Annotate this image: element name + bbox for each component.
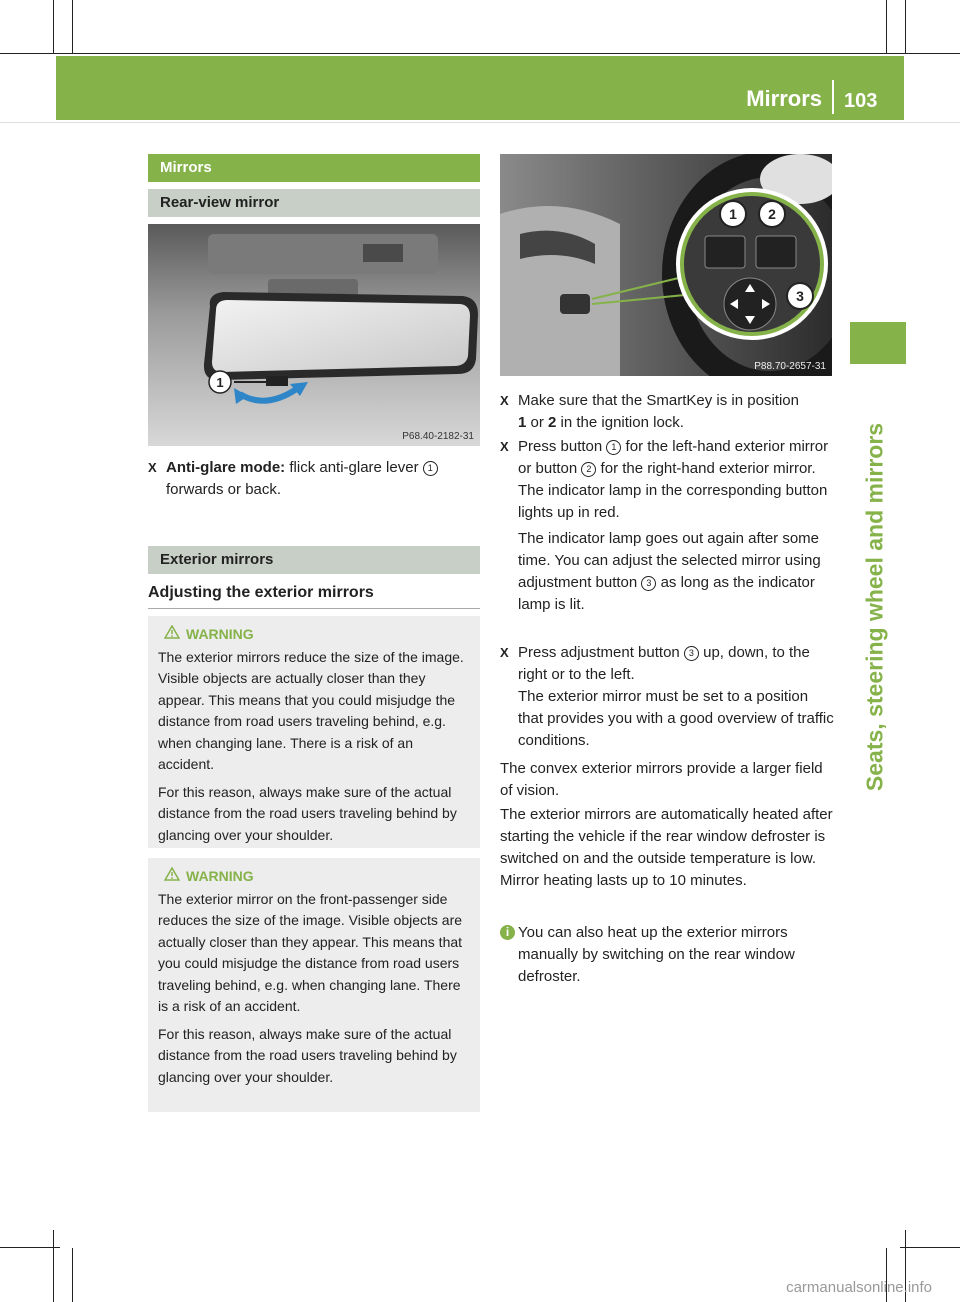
side-tab-label: Seats, steering wheel and mirrors <box>861 422 888 792</box>
rear-view-mirror-photo <box>148 224 480 446</box>
crop-mark <box>886 0 887 53</box>
door-panel-illustration <box>500 154 832 376</box>
rear-view-mirror-illustration <box>148 224 480 446</box>
crop-mark <box>900 1247 960 1248</box>
instruction-anti-glare: X Anti-glare mode: flick anti-glare lever 1 forwards or back. <box>148 457 480 501</box>
warning-icon <box>164 867 180 881</box>
section-title-exterior: Exterior mirrors <box>148 546 480 574</box>
crop-mark <box>905 0 906 53</box>
paragraph: The exterior mirrors are automatically heated after starting the vehicle if the rear window defroster is switched on and the outside temperature is low. Mirror heating lasts up to 10 minutes. <box>500 806 833 889</box>
step-arrow-icon: X <box>500 393 509 408</box>
crop-mark <box>0 122 960 123</box>
section-title: Mirrors <box>148 154 480 182</box>
callout-1-icon: 1 <box>423 461 438 476</box>
info-icon: i <box>500 925 515 940</box>
callout-1: 1 <box>729 206 737 222</box>
subsection-title: Rear-view mirror <box>148 189 480 217</box>
callout-1-icon: 1 <box>606 440 621 455</box>
step-arrow-icon: X <box>500 645 509 660</box>
info-note: i You can also heat up the exterior mirrors manually by switching on the rear window defroster. <box>500 922 836 988</box>
photo-code: P88.70-2657-31 <box>754 361 826 372</box>
crop-mark <box>72 0 73 53</box>
crop-mark <box>72 1248 73 1302</box>
callout-2-icon: 2 <box>581 462 596 477</box>
crop-mark <box>53 0 54 53</box>
crop-mark <box>53 1230 54 1302</box>
crop-mark <box>0 1247 60 1248</box>
page-number: 103 <box>844 90 878 112</box>
warning-box: WARNING The exterior mirrors reduce the size of the image. Visible objects are actually closer than they appear. This means that you could misjudge the distance from road users traveling behind, e.g. when changing lane. There is a risk of an accident. For this reason, always make sure of the actual distance from the road users traveling behind by glancing over your shoulder. <box>148 616 480 848</box>
callout-1: 1 <box>216 375 224 390</box>
header-divider <box>832 80 834 114</box>
callout-3-icon: 3 <box>684 646 699 661</box>
subheading-adjusting: Adjusting the exterior mirrors <box>148 584 480 609</box>
warning-icon <box>164 625 180 639</box>
instruction-smartkey: X Make sure that the SmartKey is in position 1 or 2 in the ignition lock. <box>500 392 799 431</box>
step-arrow-icon: X <box>500 439 509 454</box>
instruction-press-button: X Press button 1 for the left-hand exterior mirror or button 2 for the right-hand exterior mirror. The indicator lamp in the corresponding button lights up in red. The indicator lamp goes out again after some time. You can adjust the selected mirror using adjustment button 3 as long as the indicator lamp is lit. <box>500 438 829 613</box>
door-mirror-buttons-photo <box>500 154 832 376</box>
callout-3-icon: 3 <box>641 576 656 591</box>
watermark: carmanualsonline.info <box>786 1279 932 1296</box>
callout-2: 2 <box>768 206 776 222</box>
paragraph: The convex exterior mirrors provide a larger field of vision. <box>500 760 823 799</box>
callout-3: 3 <box>796 288 804 304</box>
photo-code: P68.40-2182-31 <box>402 431 474 442</box>
side-tab-marker <box>850 322 906 364</box>
warning-box: WARNING The exterior mirror on the front-passenger side reduces the size of the image. Visible objects are actually closer than they appear. This means that you could misjudge the distance from road users traveling behind, e.g. when changing lane. There is a risk of an accident. For this reason, always make sure of the actual distance from the road users traveling behind by glancing over your shoulder. <box>148 858 480 1112</box>
crop-mark <box>0 53 960 54</box>
step-arrow-icon: X <box>148 460 157 475</box>
instruction-adjust: X Press adjustment button 3 up, down, to the right or to the left. The exterior mirror must be set to a position that provides you with a good overview of traffic conditions. <box>500 644 834 749</box>
page-title: Mirrors <box>746 86 822 111</box>
